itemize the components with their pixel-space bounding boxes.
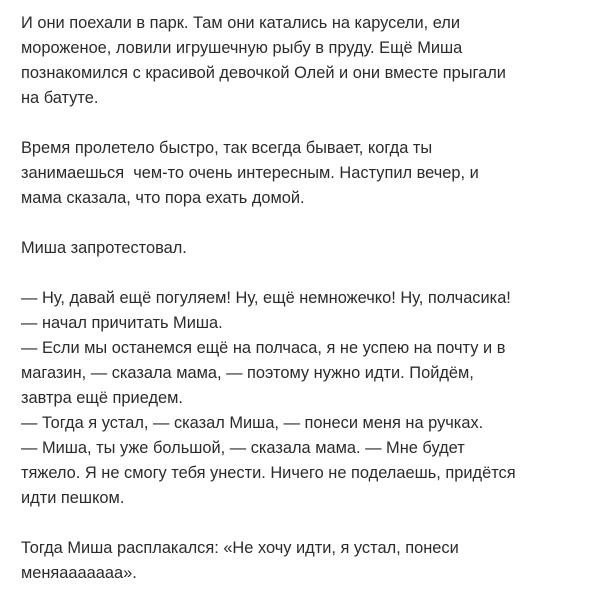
text-line: — начал причитать Миша.	[21, 314, 223, 332]
text-line: — Если мы останемся ещё на полчаса, я не успею на почту и в	[21, 339, 506, 357]
text-line: идти пешком.	[21, 489, 125, 507]
paragraph-crying	[21, 536, 587, 586]
text-line: Тогда Миша расплакался: «Не хочу идти, я устал, понеси	[21, 539, 459, 557]
paragraph-dialogue	[21, 286, 587, 511]
text-line: на батуте.	[21, 89, 99, 107]
text-line: — Миша, ты уже большой, — сказала мама. — Мне будет	[21, 439, 465, 457]
text-line: меняааааааа».	[21, 564, 137, 582]
text-line: — Ну, давай ещё погуляем! Ну, ещё немножечко! Ну, полчасика!	[21, 289, 511, 307]
text-line: тяжело. Я не смогу тебя унести. Ничего не поделаешь, придётся	[21, 464, 516, 482]
paragraph-protest	[21, 236, 587, 261]
text-line: магазин, — сказала мама, — поэтому нужно идти. Пойдём,	[21, 364, 474, 382]
text-line: познакомился с красивой девочкой Олей и они вместе прыгали	[21, 64, 506, 82]
text-line: Миша запротестовал.	[21, 239, 187, 257]
text-line: занимаешься чем-то очень интересным. Наступил вечер, и	[21, 164, 479, 182]
text-line: — Тогда я устал, — сказал Миша, — понеси меня на ручках.	[21, 414, 484, 432]
paragraph-park	[21, 11, 587, 111]
text-line: мама сказала, что пора ехать домой.	[21, 189, 305, 207]
text-line: Время пролетело быстро, так всегда бывает, когда ты	[21, 139, 433, 157]
text-line: завтра ещё приедем.	[21, 389, 183, 407]
text-line: мороженое, ловили игрушечную рыбу в пруду. Ещё Миша	[21, 39, 463, 57]
text-line: И они поехали в парк. Там они катались на карусели, ели	[21, 14, 461, 32]
paragraph-evening	[21, 136, 587, 211]
